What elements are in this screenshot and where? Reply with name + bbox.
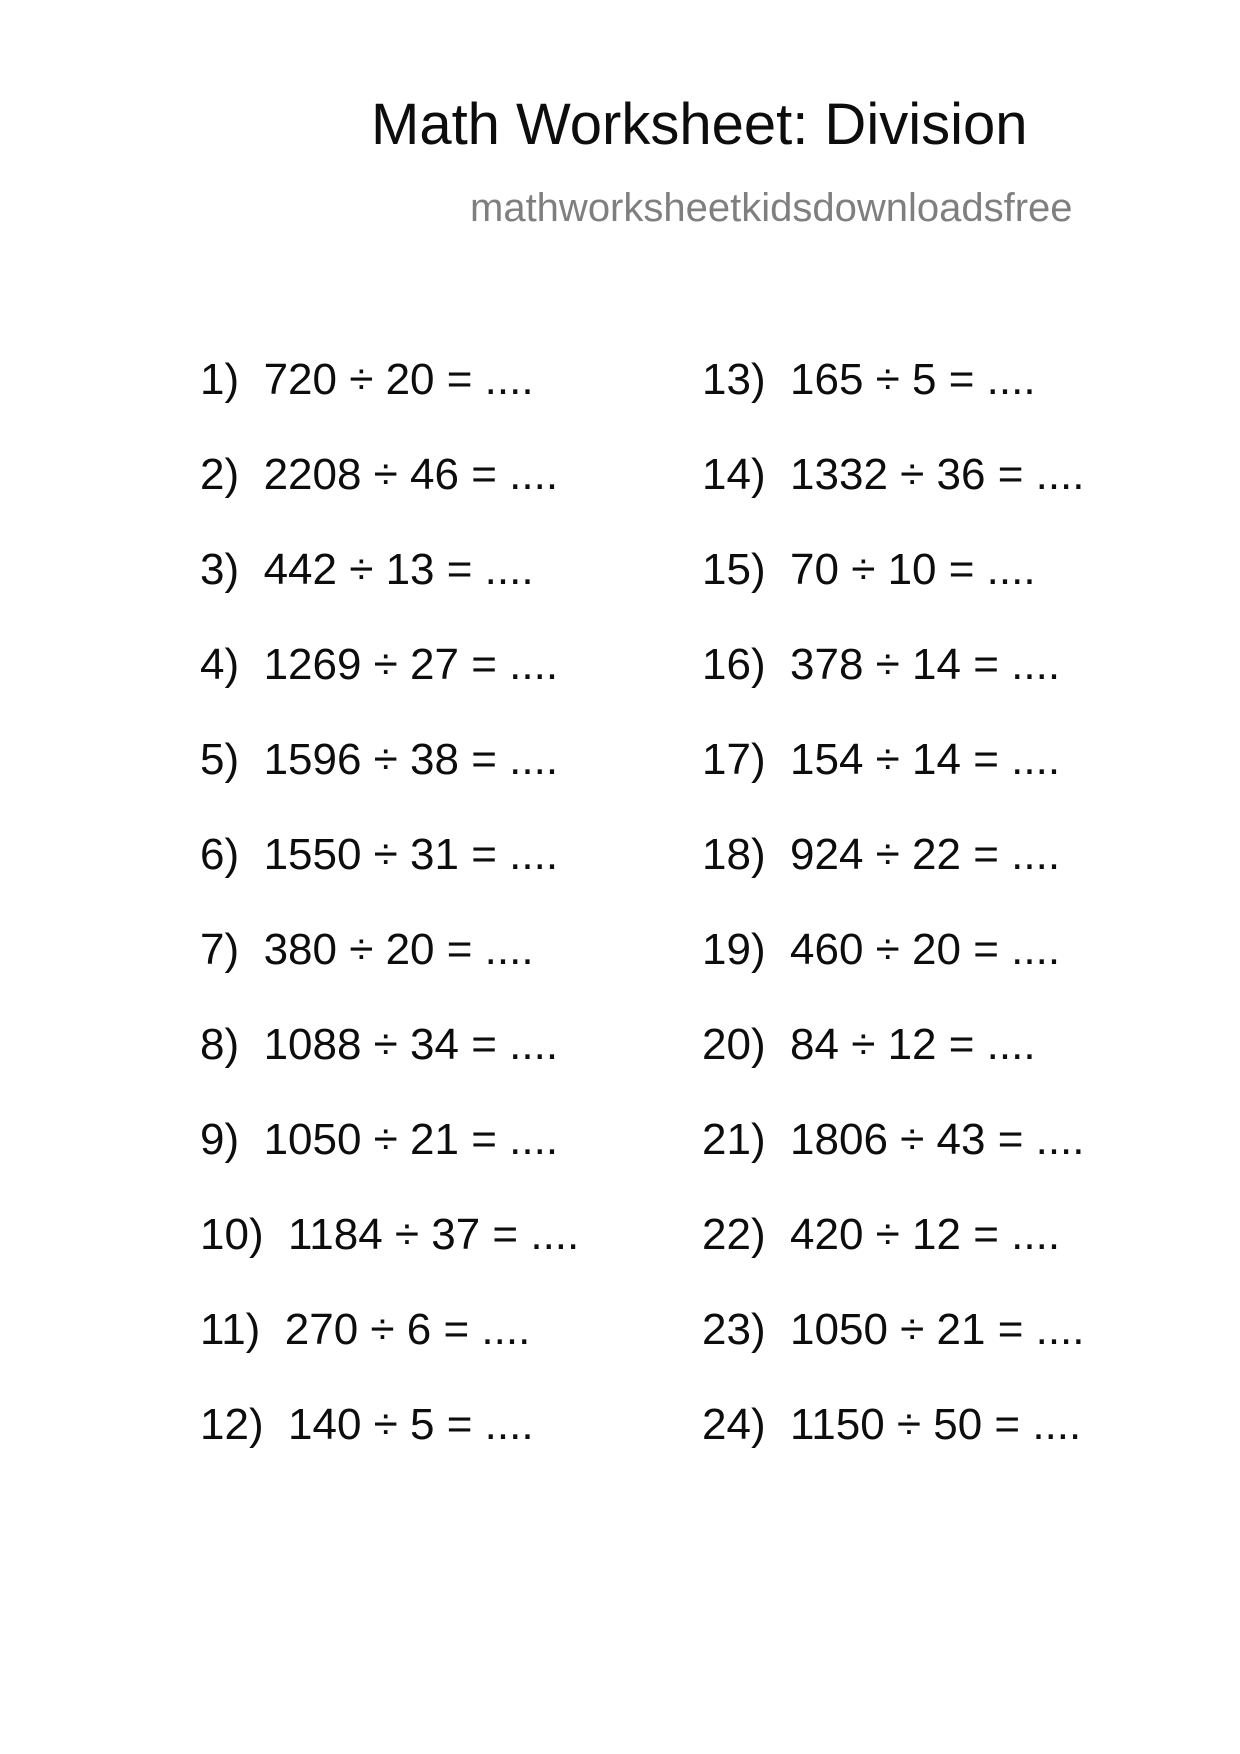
problem-4: 4) 1269 ÷ 27 = .... bbox=[200, 640, 559, 689]
problem-13: 13) 165 ÷ 5 = .... bbox=[702, 355, 1036, 404]
problem-5: 5) 1596 ÷ 38 = .... bbox=[200, 735, 559, 784]
problem-18: 18) 924 ÷ 22 = .... bbox=[702, 830, 1061, 879]
problem-17: 17) 154 ÷ 14 = .... bbox=[702, 735, 1061, 784]
problem-7: 7) 380 ÷ 20 = .... bbox=[200, 925, 534, 974]
problem-21: 21) 1806 ÷ 43 = .... bbox=[702, 1115, 1085, 1164]
problem-19: 19) 460 ÷ 20 = .... bbox=[702, 925, 1061, 974]
problem-16: 16) 378 ÷ 14 = .... bbox=[702, 640, 1061, 689]
problem-1: 1) 720 ÷ 20 = .... bbox=[200, 355, 534, 404]
problem-14: 14) 1332 ÷ 36 = .... bbox=[702, 450, 1085, 499]
problem-12: 12) 140 ÷ 5 = .... bbox=[200, 1400, 534, 1449]
problem-24: 24) 1150 ÷ 50 = .... bbox=[702, 1400, 1082, 1449]
problem-22: 22) 420 ÷ 12 = .... bbox=[702, 1210, 1061, 1259]
problem-23: 23) 1050 ÷ 21 = .... bbox=[702, 1305, 1085, 1354]
worksheet-source: mathworksheetkidsdownloadsfree bbox=[470, 186, 1073, 230]
problem-10: 10) 1184 ÷ 37 = .... bbox=[200, 1210, 580, 1259]
problem-8: 8) 1088 ÷ 34 = .... bbox=[200, 1020, 559, 1069]
problem-20: 20) 84 ÷ 12 = .... bbox=[702, 1020, 1036, 1069]
problem-9: 9) 1050 ÷ 21 = .... bbox=[200, 1115, 559, 1164]
problem-3: 3) 442 ÷ 13 = .... bbox=[200, 545, 534, 594]
problem-6: 6) 1550 ÷ 31 = .... bbox=[200, 830, 559, 879]
problem-15: 15) 70 ÷ 10 = .... bbox=[702, 545, 1036, 594]
problem-2: 2) 2208 ÷ 46 = .... bbox=[200, 450, 559, 499]
worksheet-title: Math Worksheet: Division bbox=[371, 92, 1028, 157]
problem-11: 11) 270 ÷ 6 = .... bbox=[200, 1305, 531, 1354]
